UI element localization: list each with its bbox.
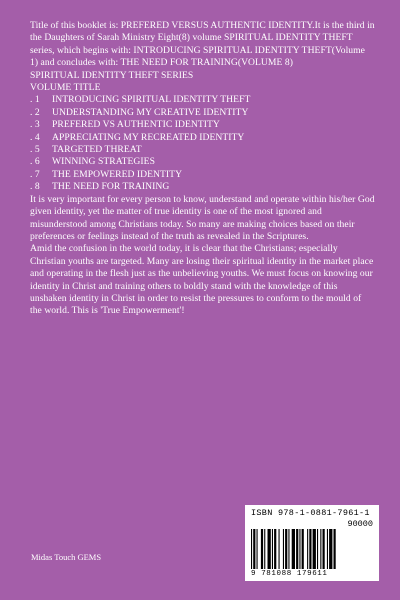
volume-item <box>30 107 375 119</box>
cover-text-block <box>30 20 375 318</box>
volume-title: THE EMPOWERED IDENTITY <box>52 168 183 180</box>
volume-title: WINNING STRATEGIES <box>52 156 155 168</box>
volume-number: . 2 <box>30 106 40 118</box>
column-heading: VOLUME TITLE <box>30 82 101 94</box>
volume-number: . 1 <box>30 94 40 106</box>
series-heading: SPIRITUAL IDENTITY THEFT SERIES <box>30 69 194 81</box>
volume-item <box>30 156 375 168</box>
volume-number: . 7 <box>30 168 40 180</box>
barcode-bars-icon <box>251 529 373 573</box>
volume-number: . 5 <box>30 144 40 156</box>
volume-item <box>30 169 375 181</box>
volume-title: THE NEED FOR TRAINING <box>52 181 170 193</box>
volume-title: INTRODUCING SPIRITUAL IDENTITY THEFT <box>52 94 251 106</box>
volume-title: PREFERED VS AUTHENTIC IDENTITY <box>52 119 220 131</box>
volume-title: TARGETED THREAT <box>52 144 142 156</box>
intro-text: It is the third in the Daughters of Sarah Ministry Eight(8) volume SPIRITUAL IDENTITY THEFT series, which begins with: INTRODUCING SPIRITUAL IDENTITY THEFT(Volume 1) and concludes with: THE NEED FOR TRAINING(VOLUME 8) <box>30 20 375 69</box>
intro-lead: Title of this booklet is: <box>30 20 121 31</box>
isbn-barcode <box>245 505 379 581</box>
volume-item <box>30 119 375 131</box>
price-code: 90000 <box>347 519 373 529</box>
volume-title: UNDERSTANDING MY CREATIVE IDENTITY <box>52 106 249 118</box>
volume-list <box>30 94 375 193</box>
isbn-label: ISBN 978-1-0881-7961-1 <box>251 508 370 518</box>
body-paragraph-1: It is very important for every person to know, understand and operate within his/her God given identity, yet the matter of true identity is one of the most ignored and misunderstood among Christians today. So many are making choices based on their preferences or feelings instead of the truth as revealed in the Scriptures. <box>30 193 375 242</box>
intro-book-title: PREFERED VERSUS AUTHENTIC IDENTITY. <box>120 20 315 31</box>
volume-number: . 6 <box>30 156 40 168</box>
volume-number: . 8 <box>30 181 40 193</box>
body-paragraph-2: Amid the confusion in the world today, it is clear that the Christians; especially Christian youths are targeted. Many are losing their spiritual identity in the market place and operating in the flesh just as the unbelieving youths. We must focus on knowing our identity in Christ and training others to boldly stand with the knowledge of this unshaken identity in Christ in order to resist the pressures to conform to the mould of the world. This is 'True Empowerment'! <box>30 243 374 317</box>
volume-item <box>30 132 375 144</box>
volume-item <box>30 144 375 156</box>
volume-title: APPRECIATING MY RECREATED IDENTITY <box>52 131 245 143</box>
volume-item <box>30 181 375 193</box>
isbn-digits: 9 781088 179611 <box>251 570 328 578</box>
volume-number: . 4 <box>30 131 40 143</box>
volume-item <box>30 94 375 106</box>
intro-paragraph <box>30 20 375 70</box>
publisher-name: Midas Touch GEMS <box>31 552 102 562</box>
volume-number: . 3 <box>30 119 40 131</box>
